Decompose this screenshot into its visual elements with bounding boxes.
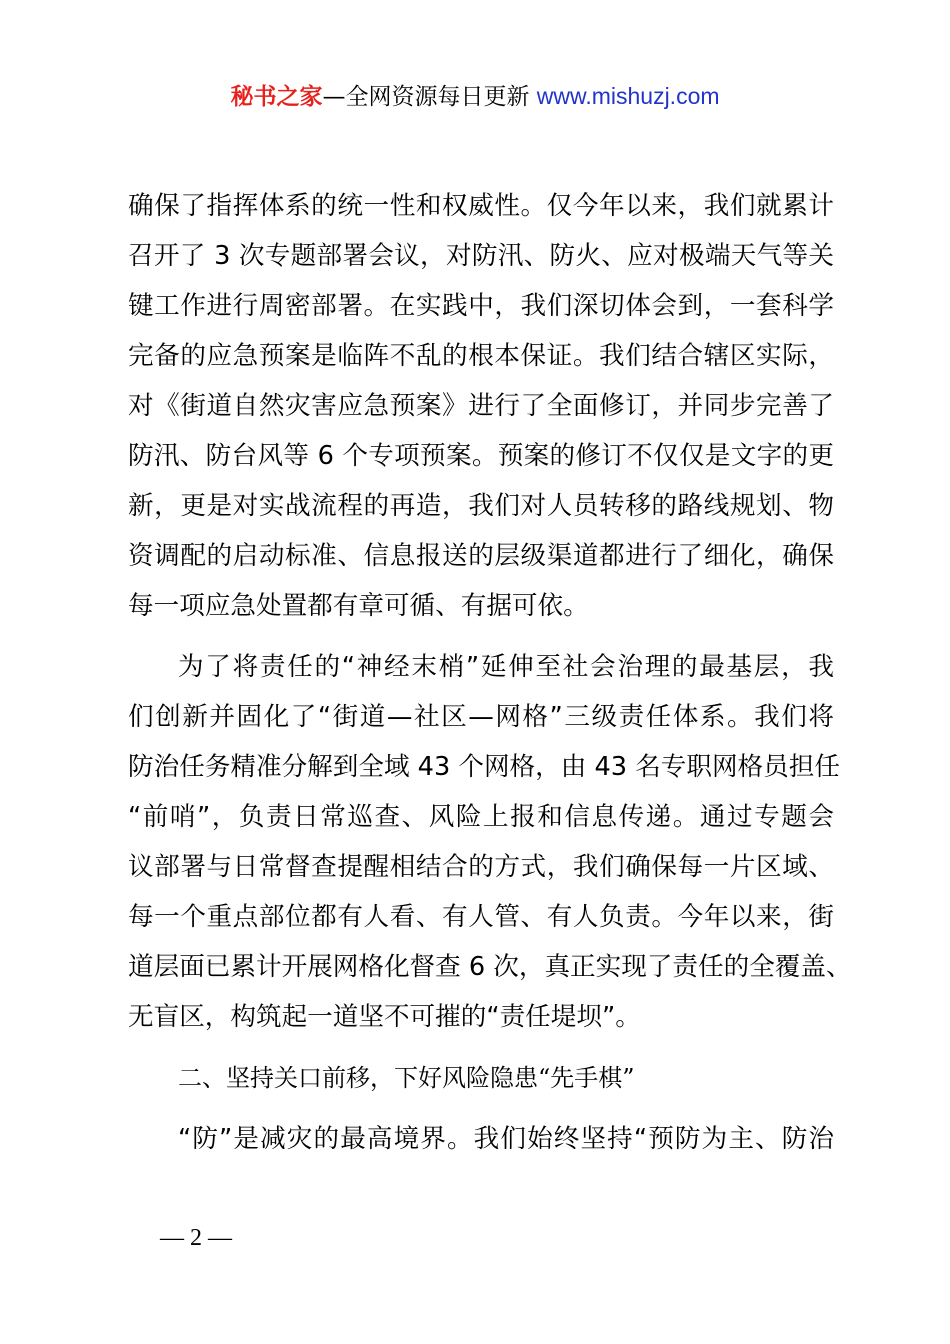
text-line: 为了将责任的“神经末梢”延伸至社会治理的最基层，我 <box>178 652 834 682</box>
text-line: 无盲区，构筑起一道坚不可摧的“责任堤坝”。 <box>128 1002 641 1032</box>
text-line: 防治任务精准分解到全域 43 个网格，由 43 名专职网格员担任 <box>128 752 840 782</box>
text-line: 对《街道自然灾害应急预案》进行了全面修订，并同步完善了 <box>128 391 834 421</box>
text-line: 道层面已累计开展网格化督查 6 次，真正实现了责任的全覆盖、 <box>128 952 852 982</box>
site-url[interactable]: www.mishuzj.com <box>536 83 720 109</box>
text-line: 议部署与日常督查提醒相结合的方式，我们确保每一片区域、 <box>128 852 834 882</box>
page-number: — 2 — <box>160 1225 232 1251</box>
header-tagline: —全网资源每日更新 <box>322 84 530 110</box>
text-line: “防”是减灾的最高境界。我们始终坚持“预防为主、防治 <box>178 1124 834 1154</box>
text-line: “前哨”，负责日常巡查、风险上报和信息传递。通过专题会 <box>128 802 834 832</box>
text-line: 完备的应急预案是临阵不乱的根本保证。我们结合辖区实际， <box>128 341 834 371</box>
brand-name: 秘书之家 <box>230 84 323 110</box>
text-line: 键工作进行周密部署。在实践中，我们深切体会到，一套科学 <box>128 291 834 321</box>
text-line: 们创新并固化了“街道—社区—网格”三级责任体系。我们将 <box>128 702 834 732</box>
text-line: 每一项应急处置都有章可循、有据可依。 <box>128 591 589 621</box>
text-line: 召开了 3 次专题部署会议，对防汛、防火、应对极端天气等关 <box>128 241 834 271</box>
text-line: 防汛、防台风等 6 个专项预案。预案的修订不仅仅是文字的更 <box>128 441 834 471</box>
text-line: 每一个重点部位都有人看、有人管、有人负责。今年以来，街 <box>128 902 834 932</box>
text-line: 确保了指挥体系的统一性和权威性。仅今年以来，我们就累计 <box>128 191 834 221</box>
document-body <box>128 181 852 1164</box>
paragraph-gap <box>128 1103 834 1114</box>
section-heading: 二、坚持关口前移，下好风险隐患“先手棋” <box>178 1064 635 1092</box>
text-line: 新，更是对实战流程的再造，我们对人员转移的路线规划、物 <box>128 491 834 521</box>
site-header <box>0 80 950 113</box>
paragraph-gap <box>128 631 834 642</box>
paragraph-gap <box>128 1042 834 1053</box>
text-line: 资调配的启动标准、信息报送的层级渠道都进行了细化，确保 <box>128 541 834 571</box>
